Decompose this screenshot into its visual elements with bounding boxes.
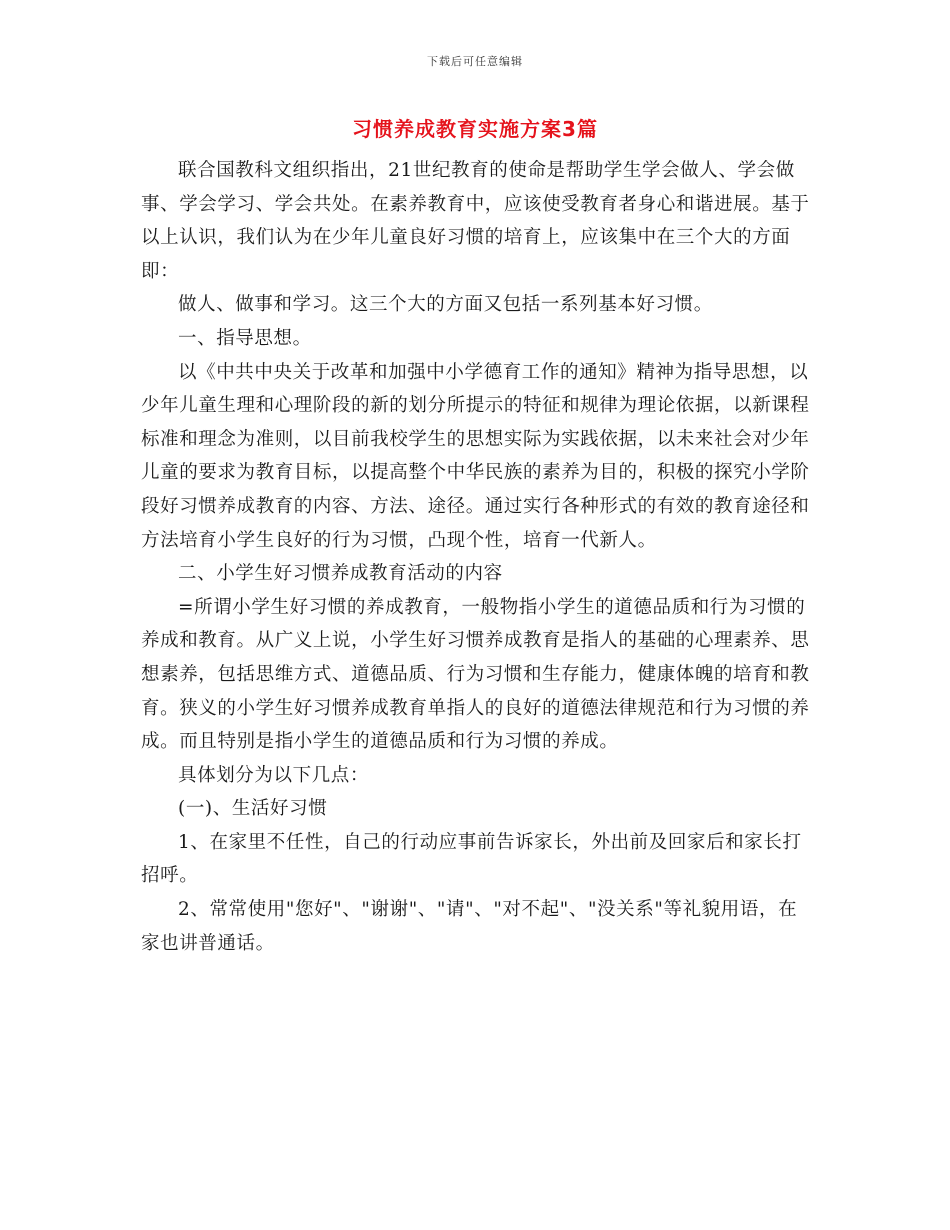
list-item-1: 1、在家里不任性，自己的行动应事前告诉家长，外出前及回家后和家长打招呼。	[141, 831, 802, 887]
paragraph-guiding-thought: 以《中共中央关于改革和加强中小学德育工作的通知》精神为指导思想，以少年儿童生理和心理阶段的新的划分所提示的特征和规律为理论依据，以新课程标准和理念为准则，以目前我校学生的思想实际为实践依据，以未来社会对少年儿童的要求为教育目标，以提高整个中华民族的素养为目的，积极的探究小学阶段好习惯养成教育的内容、方法、途径。通过实行各种形式的有效的教育途径和方法培育小学生良好的行为习惯，凸现个性，培育一代新人。	[141, 361, 810, 551]
section-heading-activity-content: 二、小学生好习惯养成教育活动的内容	[178, 563, 503, 585]
paragraph-intro: 联合国教科文组织指出，21世纪教育的使命是帮助学生学会做人、学会做事、学会学习、学会共处。在素养教育中，应该使受教育者身心和谐进展。基于以上认识，我们认为在少年儿童良好习惯的培育上，应该集中在三个大的方面即：	[141, 160, 810, 282]
paragraph-division: 具体划分为以下几点：	[178, 764, 370, 786]
page-header-note: 下载后可任意编辑	[427, 55, 523, 68]
document-title: 习惯养成教育实施方案3篇	[352, 117, 598, 141]
list-item-2: 2、常常使用"您好"、"谢谢"、"请"、"对不起"、"没关系"等礼貌用语，在家也讲普通话。	[141, 899, 798, 954]
section-heading-guiding-thought: 一、指导思想。	[178, 327, 312, 349]
paragraph-three-aspects: 做人、做事和学习。这三个大的方面又包括一系列基本好习惯。	[178, 294, 713, 316]
subsection-heading-life-habits: (一)、生活好习惯	[178, 798, 328, 820]
paragraph-habit-education: =所谓小学生好习惯的养成教育，一般物指小学生的道德品质和行为习惯的养成和教育。从广义上说，小学生好习惯养成教育是指人的基础的心理素养、思想素养，包括思维方式、道德品质、行为习惯和生存能力，健康体魄的培育和教育。狭义的小学生好习惯养成教育单指人的良好的道德法律规范和行为习惯的养成。而且特别是指小学生的道德品质和行为习惯的养成。	[141, 596, 810, 753]
document-body	[141, 154, 813, 960]
